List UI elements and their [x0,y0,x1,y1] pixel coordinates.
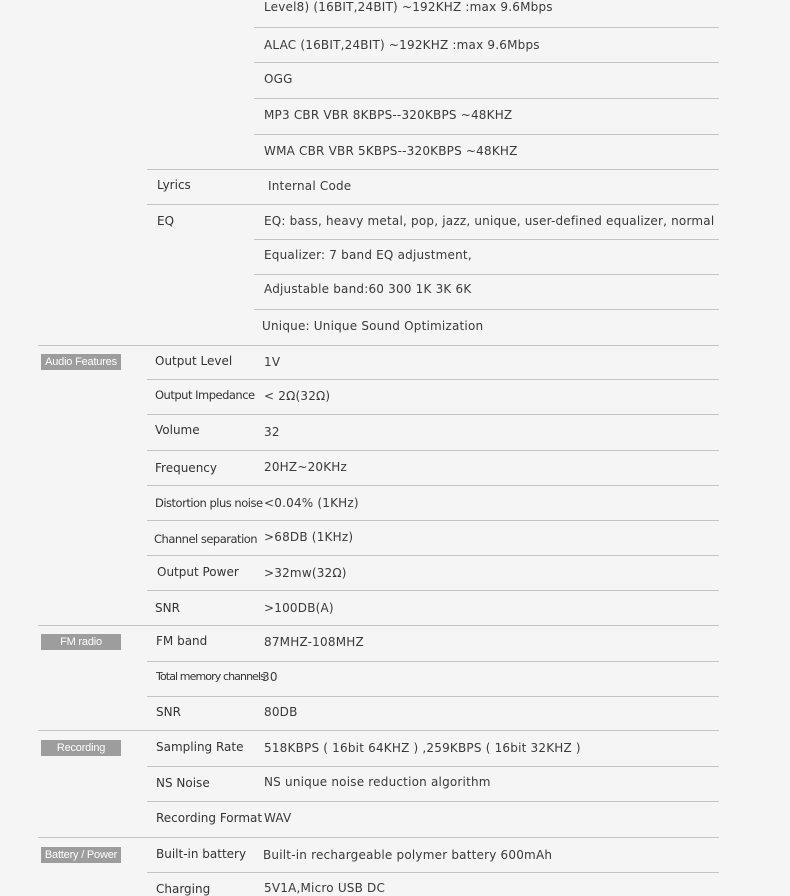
spec-value: 30 [262,670,278,684]
spec-value: 1V [264,355,281,369]
spec-value: <0.04% (1KHz) [264,496,359,510]
spec-value: 5V1A,Micro USB DC [264,881,386,895]
row-divider [147,661,719,662]
row-divider [147,485,719,486]
spec-label: Frequency [155,461,217,475]
eq-value: Adjustable band:60 300 1K 3K 6K [264,282,472,296]
spec-label: Charging [156,882,211,896]
spec-value: 87MHZ-108MHZ [264,635,364,649]
section-badge-battery-power: Battery / Power [41,847,121,863]
row-divider [147,590,719,591]
codec-row-value: Level8) (16BIT,24BIT) ~192KHZ :max 9.6Mbps [264,0,553,14]
section-divider [38,345,719,346]
codec-row-value: MP3 CBR VBR 8KBPS--320KBPS ~48KHZ [264,108,513,122]
spec-value: >100DB(A) [264,601,334,615]
row-divider [254,239,719,240]
section-badge-recording: Recording [41,740,121,756]
row-divider [147,872,719,873]
codec-row-value: OGG [264,72,293,86]
eq-label: EQ [157,214,175,228]
eq-value: EQ: bass, heavy metal, pop, jazz, unique, user-defined equalizer, normal [264,214,715,228]
section-badge-audio-features: Audio Features [41,354,121,370]
spec-label: Output Power [157,565,239,579]
eq-value: Unique: Unique Sound Optimization [262,319,484,333]
codec-row-value: ALAC (16BIT,24BIT) ~192KHZ :max 9.6Mbps [264,38,540,52]
spec-value: < 2Ω(32Ω) [264,389,331,403]
spec-label: Output Level [155,354,233,368]
spec-label: Total memory channels [156,670,266,683]
spec-label: SNR [156,705,181,719]
spec-label: Channel separation [154,532,258,546]
row-divider [147,204,719,205]
row-divider [147,555,719,556]
spec-value: >68DB (1KHz) [264,530,354,544]
row-divider [147,379,719,380]
spec-label: Distortion plus noise [155,496,263,510]
lyrics-label: Lyrics [157,178,191,192]
row-divider [147,696,719,697]
row-divider [147,801,719,802]
spec-label: Built-in battery [156,847,247,861]
spec-label: NS Noise [156,776,210,790]
eq-value: Equalizer: 7 band EQ adjustment, [264,248,472,262]
spec-label: SNR [155,601,180,615]
spec-label: FM band [156,634,208,648]
row-divider [254,134,719,135]
row-divider [254,98,719,99]
section-badge-fm-radio: FM radio [41,634,121,650]
spec-value: >32mw(32Ω) [264,566,347,580]
spec-label: Recording Format [156,811,263,825]
spec-label: Sampling Rate [156,740,244,754]
spec-value: 518KBPS ( 16bit 64KHZ ) ,259KBPS ( 16bit 32KHZ ) [264,741,581,755]
row-divider [254,274,719,275]
spec-value: WAV [264,811,292,825]
row-divider [147,169,719,170]
section-divider [38,730,719,731]
row-divider [254,62,719,63]
spec-label: Output Impedance [155,388,255,402]
row-divider [147,450,719,451]
row-divider [147,520,719,521]
section-divider [38,837,719,838]
spec-value: 20HZ~20KHz [264,460,348,474]
spec-value: NS unique noise reduction algorithm [264,775,491,789]
spec-value: 32 [264,425,280,439]
spec-value: 80DB [264,705,298,719]
section-divider [38,625,719,626]
row-divider [254,27,719,28]
lyrics-value: Internal Code [268,179,352,193]
spec-value: Built-in rechargeable polymer battery 600mAh [263,848,553,862]
row-divider [254,309,719,310]
spec-label: Volume [155,423,200,437]
row-divider [147,414,719,415]
row-divider [147,766,719,767]
codec-row-value: WMA CBR VBR 5KBPS--320KBPS ~48KHZ [264,144,518,158]
